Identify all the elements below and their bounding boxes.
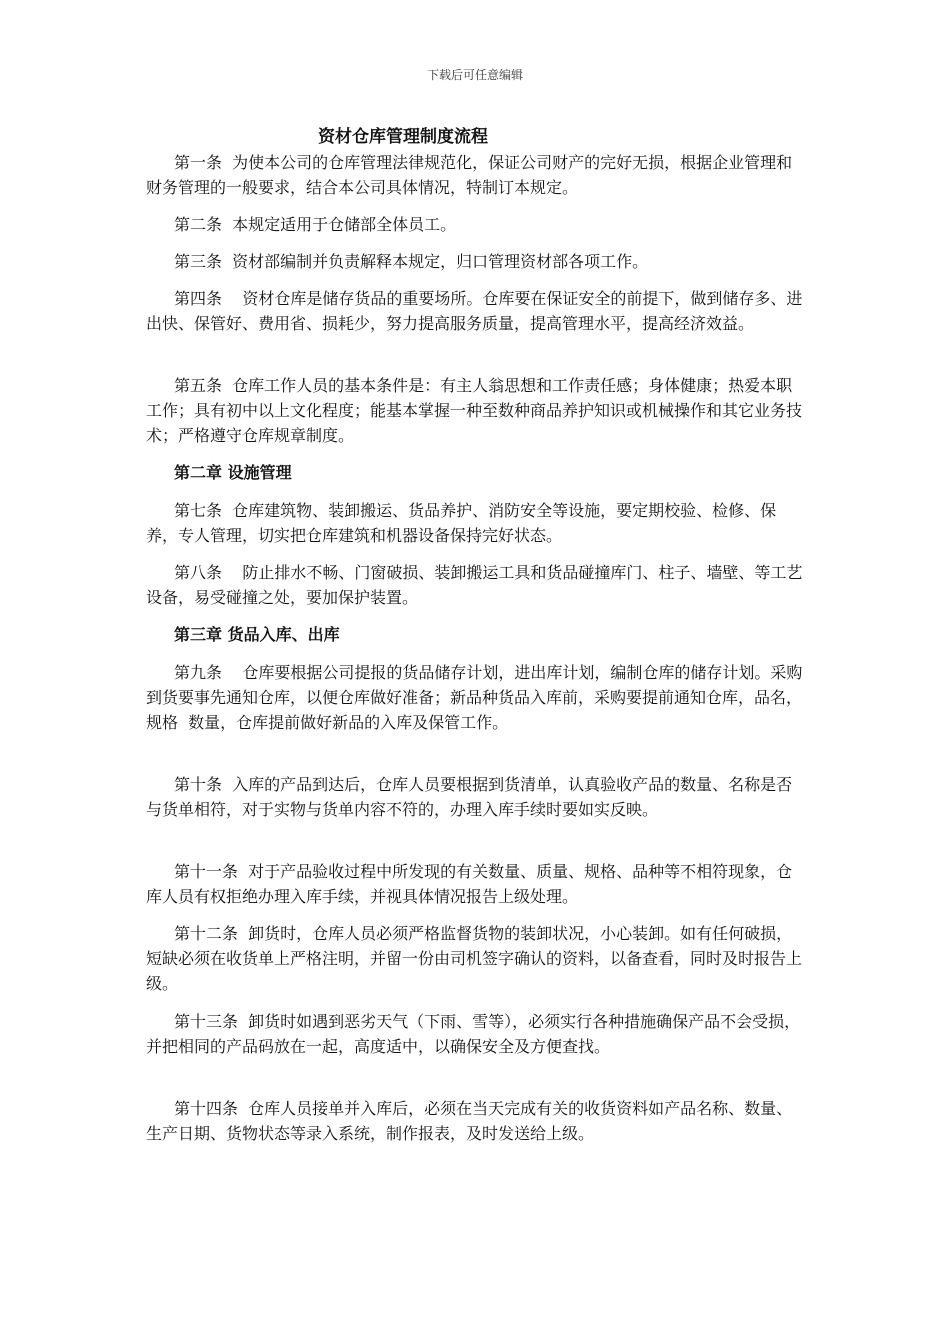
article-text: 第七条 仓库建筑物、装卸搬运、货品养护、消防安全等设施，要定期校验、检修、保养，专人管理，切实把仓库建筑和机器设备保持完好状态。 (146, 501, 777, 545)
article-text: 第四条 资材仓库是储存货品的重要场所。仓库要在保证安全的前提下，做到储存多、进出快、保管好、费用省、损耗少，努力提高服务质量，提高管理水平，提高经济效益。 (146, 289, 803, 333)
article-14 (146, 1096, 806, 1146)
article-13 (146, 1009, 806, 1059)
article-12 (146, 921, 806, 996)
article-text: 第二条 本规定适用于仓储部全体员工。 (174, 215, 457, 234)
article-8 (146, 560, 806, 610)
article-text: 第十四条 仓库人员接单并入库后，必须在当天完成有关的收货资料如产品名称、数量、生产日期、货物状态等录入系统，制作报表，及时发送给上级。 (146, 1099, 793, 1143)
article-text: 第十条 入库的产品到达后，仓库人员要根据到货清单，认真验收产品的数量、名称是否与货单相符，对于实物与货单内容不符的，办理入库手续时要如实反映。 (146, 775, 793, 819)
chapter-3-heading (146, 622, 806, 647)
article-text: 第三条 资材部编制并负责解释本规定，归口管理资材部各项工作。 (174, 252, 649, 271)
article-2 (146, 212, 806, 237)
article-9 (146, 660, 806, 735)
article-3 (146, 249, 806, 274)
article-4 (146, 286, 806, 336)
article-text: 第五条 仓库工作人员的基本条件是：有主人翁思想和工作责任感；身体健康；热爱本职工作；具有初中以上文化程度；能基本掌握一种至数种商品养护知识或机械操作和其它业务技术；严格遵守仓库规章制度。 (146, 376, 803, 445)
article-text: 第八条 防止排水不畅、门窗破损、装卸搬运工具和货品碰撞库门、柱子、墙壁、等工艺设备，易受碰撞之处，要加保护装置。 (146, 563, 803, 607)
article-text: 第一条 为使本公司的仓库管理法律规范化，保证公司财产的完好无损，根据企业管理和财务管理的一般要求，结合本公司具体情况，特制订本规定。 (146, 153, 793, 197)
chapter-2-heading (146, 460, 806, 485)
document-title: 资材仓库管理制度流程 (318, 127, 488, 147)
chapter-heading: 第三章 货品入库、出库 (174, 625, 340, 644)
article-7 (146, 498, 806, 548)
article-text: 第十二条 卸货时，仓库人员必须严格监督货物的装卸状况，小心装卸。如有任何破损，短缺必须在收货单上严格注明，并留一份由司机签字确认的资料，以备查看，同时及时报告上级。 (146, 924, 803, 993)
article-text: 第十一条 对于产品验收过程中所发现的有关数量、质量、规格、品种等不相符现象，仓库人员有权拒绝办理入库手续，并视具体情况报告上级处理。 (146, 862, 793, 906)
article-1 (146, 150, 806, 200)
article-text: 第十三条 卸货时如遇到恶劣天气（下雨、雪等），必须实行各种措施确保产品不会受损，并把相同的产品码放在一起，高度适中，以确保安全及方便查找。 (146, 1012, 801, 1056)
article-11 (146, 859, 806, 909)
header-note: 下载后可任意编辑 (426, 68, 523, 82)
article-text: 第九条 仓库要根据公司提报的货品储存计划，进出库计划，编制仓库的储存计划。采购到货要事先通知仓库，以便仓库做好准备；新品种货品入库前，采购要提前通知仓库，品名，规格 数量，仓库提前做好新品的入库及保管工作。 (146, 663, 803, 732)
article-10 (146, 772, 806, 822)
article-5 (146, 373, 806, 448)
chapter-heading: 第二章 设施管理 (174, 463, 292, 482)
